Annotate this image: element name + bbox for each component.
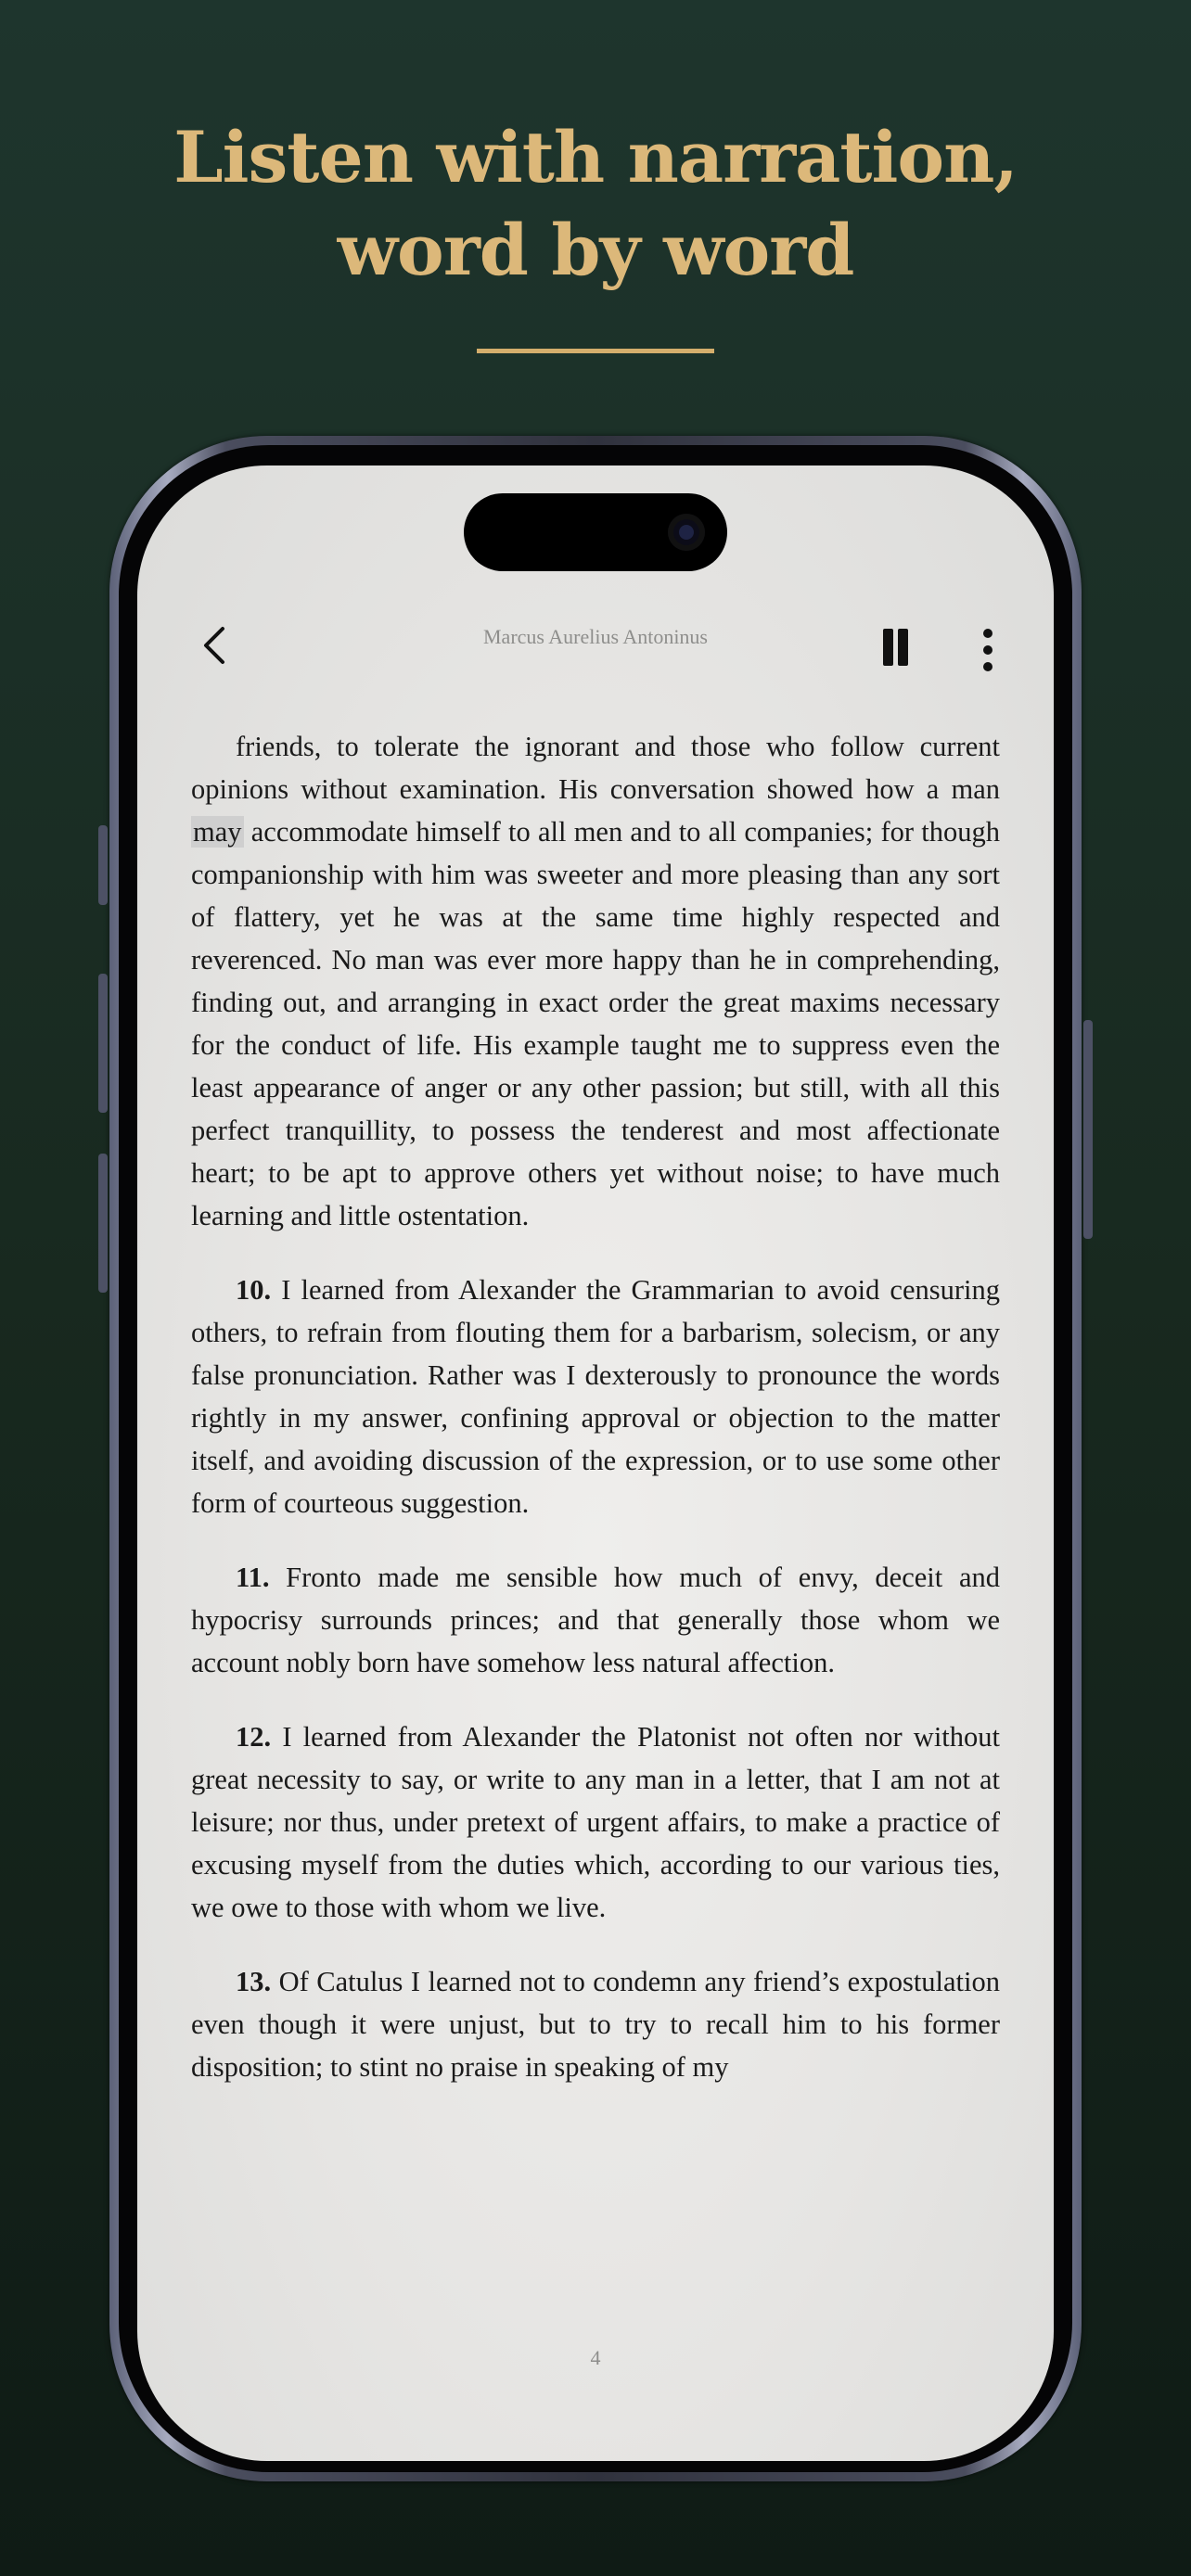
paragraph-text: accommodate himself to all men and to all companies; for though companionship with him was sweeter and more pleasing than any sort of flattery, yet he was at the same time highly respected and reverenced. No man was ever more happy than he in comprehending, finding out, and arranging in exact order the great maxims necessary for the conduct of life. His example taught me to suppress even the least appearance of anger or any other passion; but still, with all this perfect tranquillity, to possess the tenderest and most affectionate heart; to be apt to approve others yet without noise; to have much learning and little ostentation. — [191, 816, 1000, 1231]
pause-icon — [883, 629, 893, 666]
reader-toolbar — [137, 605, 1054, 688]
action-button — [98, 825, 108, 905]
headline-line-2: word by word — [337, 209, 854, 291]
volume-down-button — [98, 1154, 108, 1293]
paragraph-text: friends, to tolerate the ignorant and those who follow current opinions without examination. His conversation showed how a man — [191, 731, 1000, 805]
headline-line-1: Listen with narration, — [173, 116, 1018, 198]
paragraph — [191, 1715, 1000, 1929]
pause-icon-bar — [898, 629, 908, 666]
volume-up-button — [98, 974, 108, 1113]
paragraph-number: 11. — [236, 1562, 270, 1593]
book-text — [191, 725, 1000, 2120]
paragraph-text: I learned from Alexander the Grammarian to avoid censuring others, to refrain from flouting them for a barbarism, solecism, or any false pronunciation. Rather was I dexterously to pronounce the words rightly in my answer, confining approval or objection to the matter itself, and avoiding discussion of the expression, or to use some other form of courteous suggestion. — [191, 1274, 1001, 1519]
more-options-button[interactable] — [978, 627, 1000, 673]
headline — [0, 111, 1191, 297]
more-dot — [983, 662, 992, 671]
paragraph-number: 13. — [236, 1966, 272, 1997]
power-button — [1083, 1020, 1093, 1239]
reader-screen — [137, 465, 1054, 2461]
dynamic-island — [464, 493, 727, 571]
paragraph-text: Fronto made me sensible how much of envy, deceit and hypocrisy surrounds princes; and that generally those whom we account nobly born have somehow less natural affection. — [191, 1562, 1000, 1678]
paragraph-number: 12. — [236, 1721, 272, 1753]
narration-highlight[interactable]: may — [193, 816, 242, 848]
paragraph — [191, 1960, 1000, 2088]
paragraph — [191, 1556, 1000, 1684]
more-vertical-icon — [983, 629, 992, 638]
paragraph — [191, 1269, 1000, 1524]
paragraph-text: Of Catulus I learned not to condemn any friend’s expostulation even though it were unjust, but to try to recall him to his former disposition; to stint no praise in speaking of my — [191, 1966, 1001, 2083]
paragraph-number: 10. — [236, 1274, 272, 1306]
book-title: Marcus Aurelius Antoninus — [483, 625, 708, 648]
pause-button[interactable] — [879, 629, 911, 670]
more-dot — [983, 645, 992, 655]
paragraph-text: I learned from Alexander the Platonist not often nor without great necessity to say, or write to any man in a letter, that I am not at leisure; nor thus, under pretext of urgent affairs, to make a practice of excusing myself from the duties which, according to our various ties, we owe to those with whom we live. — [191, 1721, 1001, 1923]
page-number: 4 — [590, 2346, 601, 2369]
camera-icon — [668, 514, 705, 551]
headline-divider — [477, 349, 714, 353]
paragraph — [191, 725, 1000, 1237]
